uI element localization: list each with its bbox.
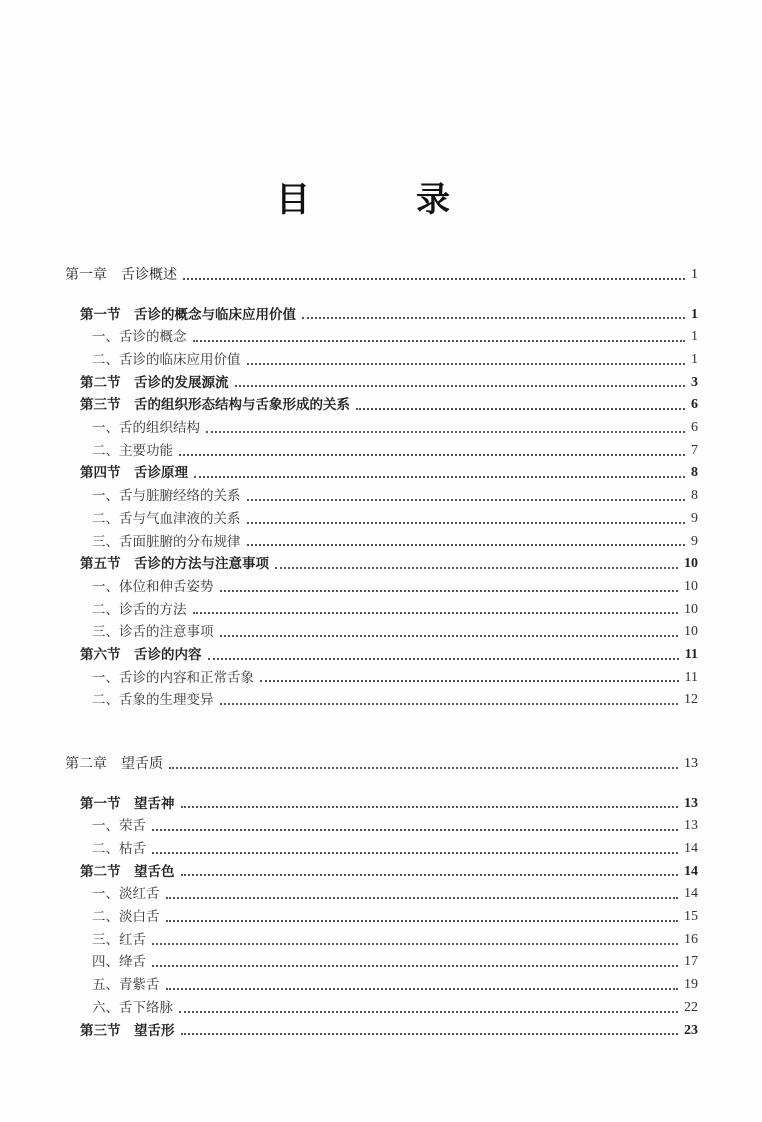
toc-section-entry[interactable]: [65, 463, 698, 486]
toc-entry-label: 五、青紫舌: [92, 977, 160, 994]
toc-item-entry[interactable]: [65, 974, 698, 997]
toc-entry-label: 第二节 望舌色: [80, 863, 175, 880]
toc-entry-page-number: 9: [691, 533, 698, 549]
toc-entry-label: 四、绛舌: [92, 954, 146, 971]
toc-item-entry[interactable]: [65, 838, 698, 861]
toc-entry-page-number: 1: [691, 329, 698, 345]
dot-leader: [194, 476, 685, 478]
toc-entry-label: 二、舌象的生理变异: [92, 692, 214, 709]
toc-entry-label: 六、舌下络脉: [92, 999, 173, 1016]
toc-entry-page-number: 1: [691, 352, 698, 368]
toc-section-entry[interactable]: [65, 861, 698, 884]
toc-item-entry[interactable]: [65, 667, 698, 690]
toc-entry-label: 二、舌与气血津液的关系: [92, 510, 241, 527]
toc-entry-page-number: 14: [684, 863, 698, 879]
dot-leader: [275, 567, 678, 569]
toc-entry-page-number: 6: [691, 420, 698, 436]
toc-item-entry[interactable]: [65, 576, 698, 599]
dot-leader: [179, 1011, 678, 1013]
toc-entry-label: 二、舌诊的临床应用价值: [92, 352, 241, 369]
toc-entry-label: 一、体位和伸舌姿势: [92, 578, 214, 595]
toc-entry-label: 第六节 舌诊的内容: [80, 646, 202, 663]
page-title: 目 录: [276, 180, 486, 220]
toc-item-entry[interactable]: [65, 815, 698, 838]
toc-entry-page-number: 10: [684, 601, 698, 617]
toc-chapter-2: [65, 753, 698, 1042]
toc-entry-label: 第三节 舌的组织形态结构与舌象形成的关系: [80, 397, 350, 414]
toc-entry-page-number: 11: [684, 669, 698, 685]
dot-leader: [152, 943, 678, 945]
toc-entry-label: 第二节 舌诊的发展源流: [80, 374, 229, 391]
toc-entry-label: 第一节 望舌神: [80, 795, 175, 812]
toc-item-entry[interactable]: [65, 417, 698, 440]
dot-leader: [356, 408, 685, 410]
dot-leader: [247, 544, 686, 546]
toc-entry-page-number: 23: [684, 1022, 698, 1038]
toc-entry-label: 三、诊舌的注意事项: [92, 624, 214, 641]
dot-leader: [220, 635, 679, 637]
toc-item-entry[interactable]: [65, 929, 698, 952]
dot-leader: [179, 454, 685, 456]
toc-entry-page-number: 3: [691, 374, 698, 390]
toc-entry-label: 第一节 舌诊的概念与临床应用价值: [80, 306, 296, 323]
toc-entry-label: 一、舌与脏腑经络的关系: [92, 488, 241, 505]
toc-section-entry[interactable]: [65, 793, 698, 816]
toc-entry-label: 第二章 望舌质: [65, 755, 163, 772]
toc-entry-label: 三、舌面脏腑的分布规律: [92, 533, 241, 550]
toc-entry-label: 第四节 舌诊原理: [80, 465, 188, 482]
toc-item-entry[interactable]: [65, 997, 698, 1020]
toc-entry-label: 第一章 舌诊概述: [65, 266, 177, 283]
toc-entry-label: 二、诊舌的方法: [92, 601, 187, 618]
dot-leader: [247, 522, 686, 524]
dot-leader: [183, 278, 685, 280]
toc-item-entry[interactable]: [65, 906, 698, 929]
toc-item-entry[interactable]: [65, 349, 698, 372]
toc-item-entry[interactable]: [65, 326, 698, 349]
dot-leader: [181, 1033, 679, 1035]
toc-entry-page-number: 1: [691, 266, 698, 282]
toc-item-entry[interactable]: [65, 621, 698, 644]
toc-entry-label: 一、舌的组织结构: [92, 420, 200, 437]
dot-leader: [220, 590, 679, 592]
toc-entry-label: 一、舌诊的概念: [92, 329, 187, 346]
toc-entry-label: 一、淡红舌: [92, 886, 160, 903]
toc-item-entry[interactable]: [65, 952, 698, 975]
dot-leader: [166, 920, 679, 922]
toc-chapter-entry[interactable]: [65, 264, 698, 287]
dot-leader: [166, 988, 679, 990]
toc-section-entry[interactable]: [65, 553, 698, 576]
toc-entry-page-number: 13: [684, 818, 698, 834]
toc-entry-label: 第三节 望舌形: [80, 1022, 175, 1039]
toc-entry-page-number: 10: [684, 624, 698, 640]
dot-leader: [169, 767, 678, 769]
toc-entry-page-number: 8: [691, 465, 698, 481]
dot-leader: [181, 806, 679, 808]
dot-leader: [152, 852, 678, 854]
toc-entry-page-number: 7: [691, 442, 698, 458]
toc-entry-page-number: 6: [691, 397, 698, 413]
toc-section-entry[interactable]: [65, 394, 698, 417]
dot-leader: [193, 340, 686, 342]
toc-item-entry[interactable]: [65, 531, 698, 554]
toc-section-entry[interactable]: [65, 1020, 698, 1043]
dot-leader: [206, 431, 685, 433]
toc-entry-page-number: 10: [684, 578, 698, 594]
toc-item-entry[interactable]: [65, 440, 698, 463]
toc-entry-page-number: 13: [684, 795, 698, 811]
toc-item-entry[interactable]: [65, 485, 698, 508]
toc-item-entry[interactable]: [65, 883, 698, 906]
toc-entry-page-number: 14: [684, 841, 698, 857]
toc-section-entry[interactable]: [65, 304, 698, 327]
dot-leader: [247, 363, 686, 365]
toc-entry-label: 二、主要功能: [92, 442, 173, 459]
toc-entry-page-number: 19: [684, 977, 698, 993]
toc-entry-page-number: 14: [684, 886, 698, 902]
toc-entry-label: 二、淡白舌: [92, 909, 160, 926]
toc-section-entry[interactable]: [65, 644, 698, 667]
dot-leader: [181, 874, 679, 876]
toc-entry-page-number: 22: [684, 999, 698, 1015]
toc-entry-page-number: 9: [691, 510, 698, 526]
dot-leader: [302, 317, 685, 319]
toc-entry-label: 第五节 舌诊的方法与注意事项: [80, 556, 269, 573]
dot-leader: [247, 499, 686, 501]
toc-entry-label: 二、枯舌: [92, 841, 146, 858]
toc-entry-page-number: 10: [684, 556, 698, 572]
toc-entry-page-number: 16: [684, 931, 698, 947]
toc-entry-page-number: 12: [684, 692, 698, 708]
toc-entry-label: 一、舌诊的内容和正常舌象: [92, 669, 254, 686]
dot-leader: [152, 829, 678, 831]
toc-chapter-entry[interactable]: [65, 753, 698, 776]
toc-entry-label: 三、红舌: [92, 931, 146, 948]
dot-leader: [166, 897, 679, 899]
dot-leader: [152, 965, 678, 967]
toc-item-entry[interactable]: [65, 508, 698, 531]
toc-entry-page-number: 17: [684, 954, 698, 970]
dot-leader: [193, 612, 679, 614]
dot-leader: [208, 658, 679, 660]
toc-entry-page-number: 11: [684, 646, 698, 662]
toc-item-entry[interactable]: [65, 689, 698, 712]
dot-leader: [235, 385, 686, 387]
toc-chapter-1: [65, 264, 698, 712]
toc-entry-page-number: 13: [684, 755, 698, 771]
dot-leader: [260, 680, 679, 682]
dot-leader: [220, 703, 679, 705]
toc-entry-page-number: 1: [691, 306, 698, 322]
toc-entry-page-number: 8: [691, 488, 698, 504]
toc-section-entry[interactable]: [65, 372, 698, 395]
toc-entry-label: 一、荣舌: [92, 818, 146, 835]
toc-entry-page-number: 15: [684, 909, 698, 925]
toc-item-entry[interactable]: [65, 599, 698, 622]
